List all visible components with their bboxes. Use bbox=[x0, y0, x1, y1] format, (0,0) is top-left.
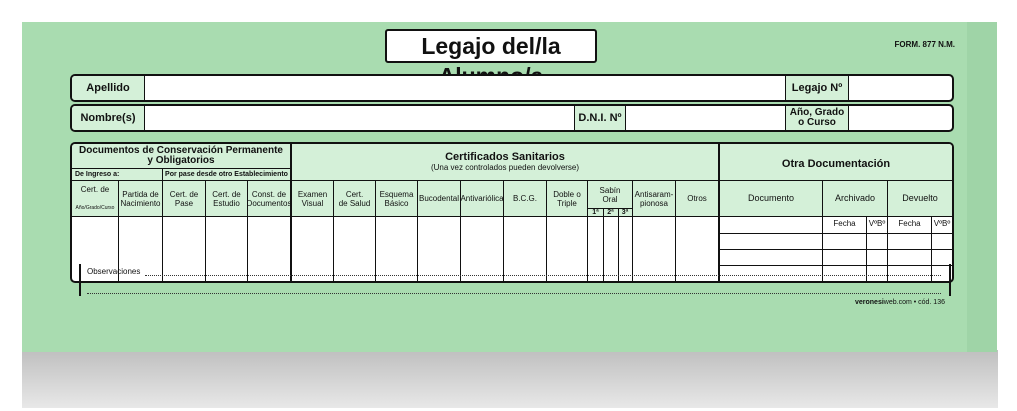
anio-label: Año, Grado o Curso bbox=[786, 106, 848, 130]
bucodental-header: Bucodental bbox=[418, 194, 460, 203]
observaciones-label: Observaciones bbox=[87, 267, 141, 276]
examen-header: Examen Visual bbox=[297, 189, 328, 208]
sabin-dose-1: 1ª bbox=[592, 209, 599, 216]
documentos-title: Documentos de Conservación Permanente y Obligatorios bbox=[79, 145, 283, 166]
antivariolica-header: Antivariólica bbox=[460, 194, 504, 203]
observaciones-line-2[interactable] bbox=[87, 293, 941, 294]
archivado-fecha: Fecha bbox=[833, 219, 856, 228]
observaciones-line-1[interactable] bbox=[145, 275, 941, 276]
observaciones-section bbox=[79, 264, 951, 296]
de-ingreso-label: De Ingreso a: bbox=[75, 170, 120, 178]
form-title: Legajo del/la bbox=[385, 29, 597, 63]
apellido-label: Apellido bbox=[72, 76, 144, 100]
card-fold bbox=[967, 22, 997, 352]
otros-header: Otros bbox=[687, 194, 707, 203]
dni-label: D.N.I. Nº bbox=[575, 106, 625, 130]
certificados-subtitle: (Una vez controlados pueden devolverse) bbox=[430, 162, 580, 172]
anio-field[interactable] bbox=[849, 106, 952, 130]
const-docs-header: Const. de Documentos bbox=[246, 189, 292, 208]
nombres-label: Nombre(s) bbox=[72, 106, 144, 130]
esquema-header: Esquema Básico bbox=[379, 189, 414, 208]
card-shadow bbox=[22, 350, 998, 408]
devuelto-header: Devuelto bbox=[902, 193, 938, 203]
legajo-label: Legajo Nº bbox=[786, 76, 848, 100]
devuelto-fecha: Fecha bbox=[898, 219, 921, 228]
sabin-dose-2: 2ª bbox=[607, 209, 614, 216]
cert-pase-header: Cert. de Pase bbox=[169, 189, 199, 208]
dni-field[interactable] bbox=[626, 106, 785, 130]
otra-title: Otra Documentación bbox=[781, 157, 891, 170]
cert-estudio-header: Cert. de Estudio bbox=[212, 189, 241, 208]
row-apellido bbox=[70, 74, 954, 102]
sabin-dose-3: 3ª bbox=[621, 209, 629, 216]
main-table bbox=[70, 142, 954, 283]
salud-header: Cert. de Salud bbox=[338, 189, 371, 208]
sabin-header: Sabín Oral bbox=[599, 185, 621, 204]
anio-grado-header: Año/Grado/Curso bbox=[75, 204, 115, 211]
legajo-field[interactable] bbox=[849, 76, 952, 100]
certificados-title: Certificados Sanitarios bbox=[445, 150, 565, 163]
cert-de-header: Cert. de bbox=[80, 184, 110, 194]
antisaram-header: Antisaram- pionosa bbox=[634, 189, 674, 208]
brand-footer: veronesiweb.com • cód. 136 bbox=[854, 299, 945, 306]
archivado-vobo: VºBº bbox=[868, 219, 886, 228]
doble-header: Doble o Triple bbox=[553, 189, 581, 208]
form-code: FORM. 877 N.M. bbox=[894, 40, 955, 49]
row-nombres bbox=[70, 104, 954, 132]
nombres-field[interactable] bbox=[145, 106, 573, 130]
bcg-header: B.C.G. bbox=[512, 194, 537, 203]
documento-header: Documento bbox=[747, 193, 795, 203]
por-pase-label: Por pase desde otro Establecimiento bbox=[165, 170, 288, 178]
partida-header: Partida de Nacimiento bbox=[120, 189, 161, 208]
archivado-header: Archivado bbox=[834, 193, 876, 203]
devuelto-vobo: VºBº bbox=[933, 219, 951, 228]
apellido-field[interactable] bbox=[145, 76, 785, 100]
